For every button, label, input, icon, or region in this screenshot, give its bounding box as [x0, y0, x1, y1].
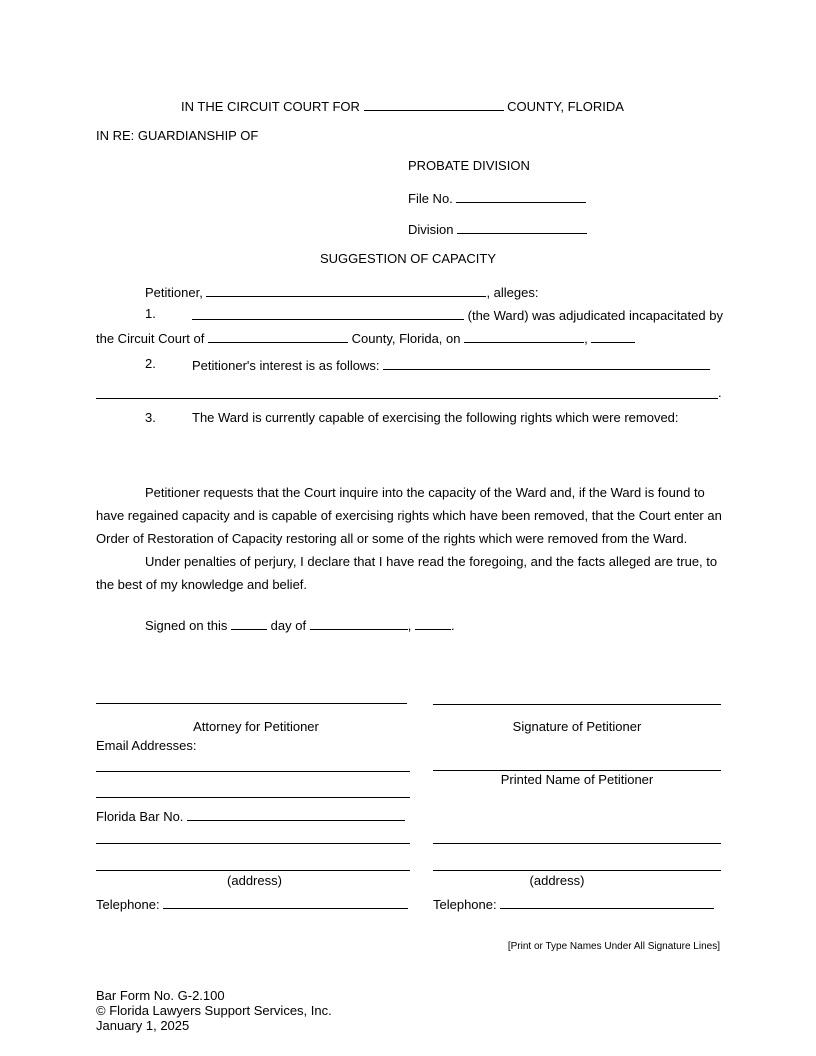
court-suffix: COUNTY, FLORIDA: [507, 99, 624, 114]
petitioner-address-line-2[interactable]: [433, 870, 721, 871]
division-name: PROBATE DIVISION: [408, 158, 530, 173]
signed-comma: ,: [407, 618, 412, 633]
signature-of-petitioner-label: Signature of Petitioner: [512, 719, 642, 734]
printed-name-line[interactable]: [433, 770, 721, 771]
court-prefix: IN THE CIRCUIT COURT FOR: [181, 99, 360, 114]
perjury-line-2: the best of my knowledge and belief.: [96, 577, 308, 592]
county-blank[interactable]: [364, 97, 504, 111]
interest-blank-2[interactable]: [96, 398, 718, 399]
date-comma: ,: [584, 331, 588, 346]
item-1-line2: [96, 329, 635, 346]
petitioner-telephone-row: [433, 895, 714, 912]
file-no-blank[interactable]: [456, 189, 586, 203]
petitioner-label: Petitioner,: [145, 285, 203, 300]
petitioner-name-blank[interactable]: [206, 283, 486, 297]
alleges-label: , alleges:: [486, 285, 539, 300]
signed-on-label: Signed on this: [145, 618, 228, 633]
signed-month-blank[interactable]: [310, 616, 408, 630]
attorney-telephone-blank[interactable]: [163, 895, 408, 909]
petitioner-row: [145, 283, 539, 300]
bar-no-row: [96, 807, 405, 824]
item-2-number: 2.: [145, 356, 156, 371]
signed-on-row: [145, 616, 455, 633]
adjudication-date-blank[interactable]: [464, 329, 584, 343]
interest-blank-1[interactable]: [383, 356, 710, 370]
item-3-number: 3.: [145, 410, 156, 425]
item-2-text: Petitioner's interest is as follows:: [192, 358, 380, 373]
attorney-address-line-2[interactable]: [96, 870, 410, 871]
item-3-text: The Ward is currently capable of exercising the following rights which were removed:: [192, 410, 679, 425]
form-date: January 1, 2025: [96, 1018, 190, 1033]
file-no-row: [408, 189, 586, 206]
county-florida-on: County, Florida, on: [351, 331, 461, 346]
document-title: SUGGESTION OF CAPACITY: [319, 251, 496, 266]
signed-period: .: [450, 618, 455, 633]
attorney-address-label: (address): [227, 873, 282, 888]
request-line-3: Order of Restoration of Capacity restoring all or some of the rights which were removed from the Ward.: [96, 531, 688, 546]
petitioner-address-line-1[interactable]: [433, 843, 721, 844]
division-label: Division: [408, 222, 454, 237]
request-line-2: have regained capacity and is capable of exercising rights which have been removed, that the Court enter an: [96, 508, 722, 523]
form-number: Bar Form No. G-2.100: [96, 988, 225, 1003]
division-row: [408, 220, 587, 237]
printed-name-label: Printed Name of Petitioner: [500, 772, 654, 787]
signed-day-blank[interactable]: [231, 616, 267, 630]
file-no-label: File No.: [408, 191, 453, 206]
petitioner-address-label: (address): [529, 873, 585, 888]
attorney-telephone-label: Telephone:: [96, 897, 160, 912]
petitioner-signature-line[interactable]: [433, 704, 721, 705]
ward-name-blank[interactable]: [192, 306, 464, 320]
email-label: Email Addresses:: [96, 738, 197, 753]
copyright: © Florida Lawyers Support Services, Inc.: [96, 1003, 332, 1018]
item-2-row: [192, 356, 710, 373]
request-line-1: Petitioner requests that the Court inquire into the capacity of the Ward and, if the Ward is found to: [145, 485, 705, 500]
attorney-label: Attorney for Petitioner: [193, 719, 319, 734]
petitioner-telephone-blank[interactable]: [500, 895, 714, 909]
attorney-telephone-row: [96, 895, 408, 912]
attorney-signature-line[interactable]: [96, 703, 407, 704]
item-1-text: (the Ward) was adjudicated incapacitated by: [467, 308, 723, 323]
in-re-heading: IN RE: GUARDIANSHIP OF: [96, 128, 259, 143]
adjudication-year-blank[interactable]: [591, 329, 635, 343]
day-of-label: day of: [270, 618, 307, 633]
attorney-address-line-1[interactable]: [96, 843, 410, 844]
signed-year-blank[interactable]: [415, 616, 451, 630]
item-1-number: 1.: [145, 306, 156, 321]
bar-no-label: Florida Bar No.: [96, 809, 184, 824]
email-line-2[interactable]: [96, 797, 410, 798]
perjury-line-1: Under penalties of perjury, I declare that I have read the foregoing, and the facts alleged are true, to: [145, 554, 718, 569]
division-blank[interactable]: [457, 220, 587, 234]
circuit-court-label: the Circuit Court of: [96, 331, 205, 346]
court-caption: [181, 97, 624, 114]
item-1-row: [192, 306, 723, 323]
petitioner-telephone-label: Telephone:: [433, 897, 497, 912]
email-line-1[interactable]: [96, 771, 410, 772]
signature-note: [Print or Type Names Under All Signature Lines]: [507, 941, 720, 952]
interest-period: .: [718, 385, 722, 400]
adjudication-county-blank[interactable]: [208, 329, 348, 343]
bar-no-blank[interactable]: [187, 807, 405, 821]
